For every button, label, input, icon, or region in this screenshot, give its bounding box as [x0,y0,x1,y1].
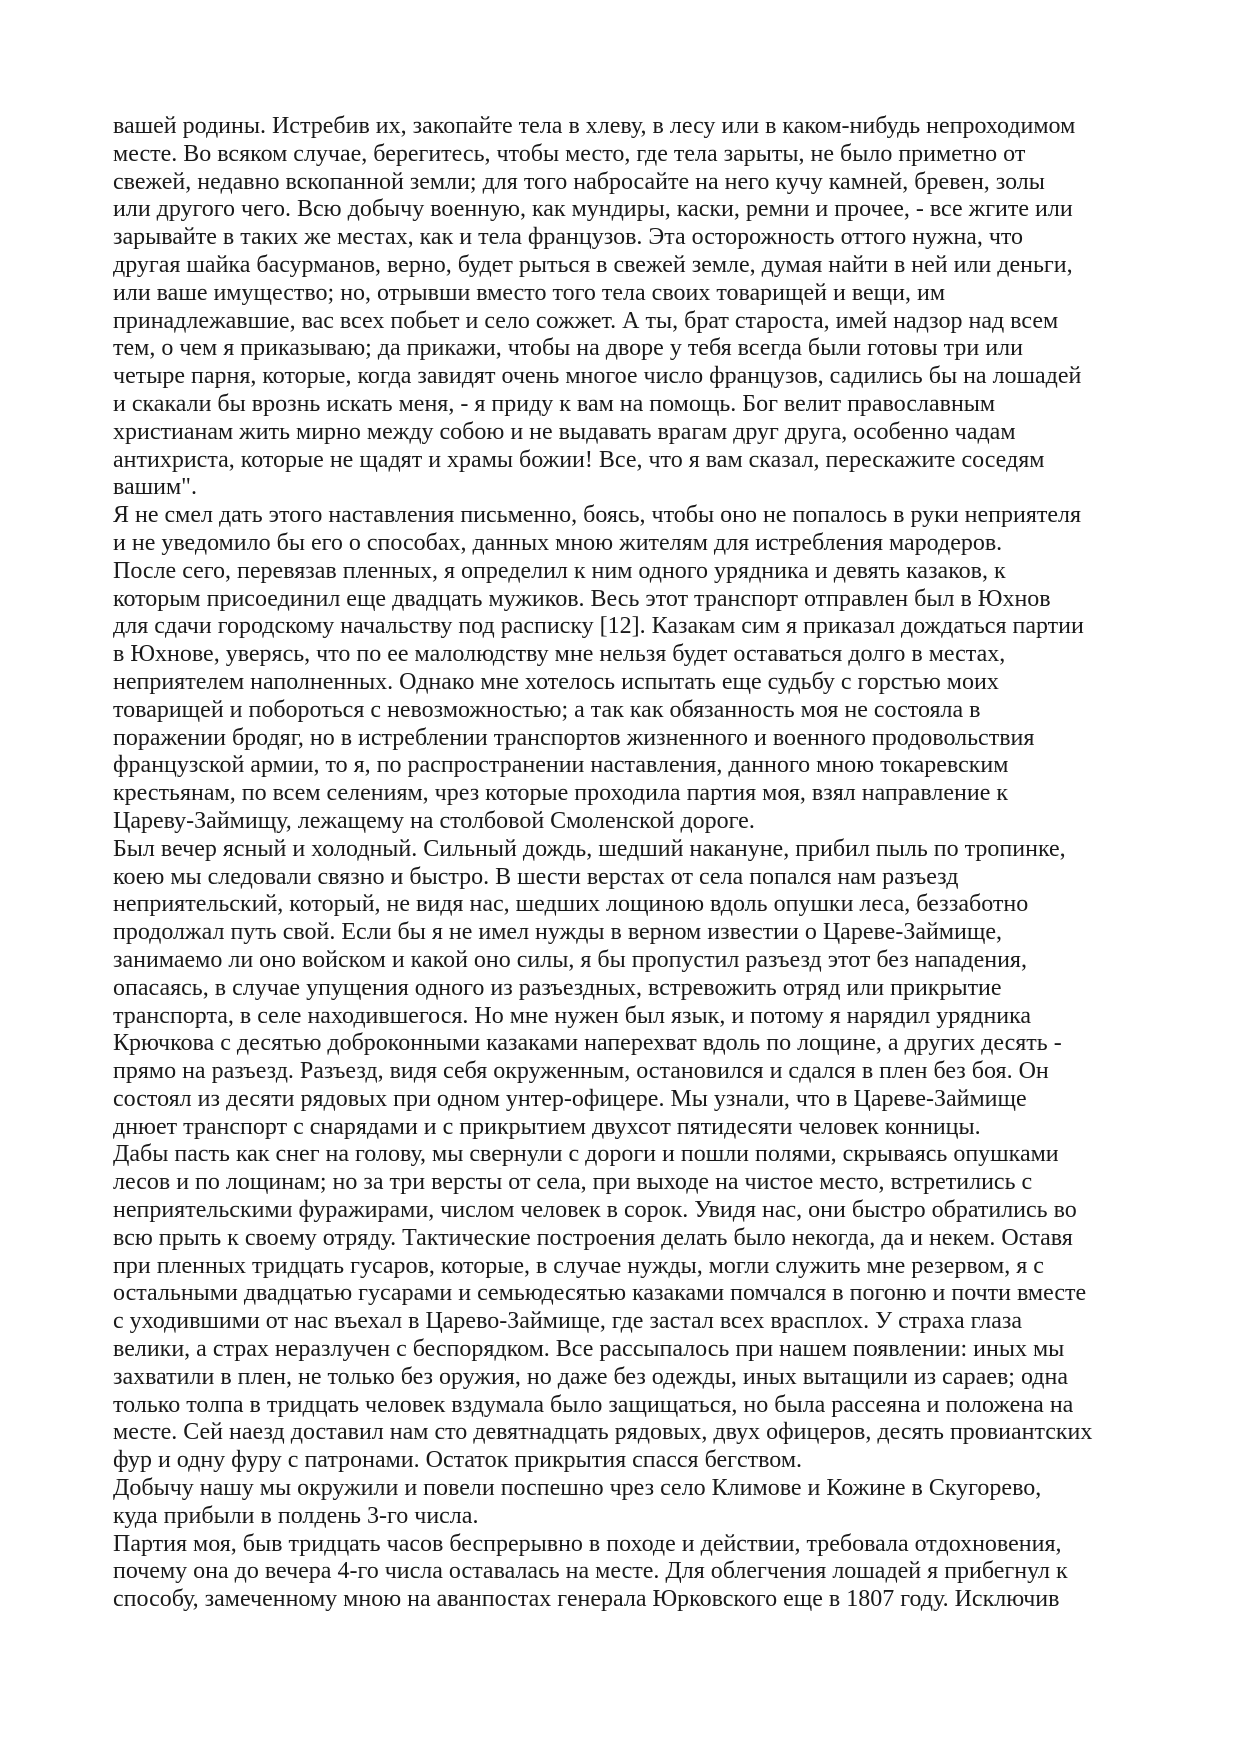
paragraph-7 [113,1531,1143,1614]
paragraph-4 [113,836,1143,1142]
text-line: в Юхнове, уверясь, что по ее малолюдству мне нельзя будет оставаться долго в местах, [113,641,1006,668]
text-line: которым присоединил еще двадцать мужиков. Весь этот транспорт отправлен был в Юхнов [113,585,1051,612]
text-line: транспорта, в селе находившегося. Но мне нужен был язык, и потому я нарядил урядника [113,1002,1032,1029]
text-line: коею мы следовали связно и быстро. В шести верстах от села попался нам разъезд [113,863,959,890]
paragraph-3 [113,558,1143,836]
paragraph-6 [113,1475,1143,1531]
text-line: вашей родины. Истребив их, закопайте тела в хлеву, в лесу или в каком-нибудь непроходимом [113,113,1076,139]
text-line: месте. Сей наезд доставил нам сто девятнадцать рядовых, двух офицеров, десять провиантских [113,1419,1093,1446]
text-line: крестьянам, по всем селениям, чрез которые проходила партия моя, взял направление к [113,780,1009,807]
text-line: и скакали бы врознь искать меня, - я приду к вам на помощь. Бог велит православным [113,390,996,417]
text-line: Я не смел дать этого наставления письменно, боясь, чтобы оно не попалось в руки неприятеля [113,502,1082,529]
text-line: принадлежавшие, вас всех побьет и село сожжет. А ты, брат староста, имей надзор над всем [113,307,1059,334]
text-line: месте. Во всяком случае, берегитесь, чтобы место, где тела зарыты, не было приметно от [113,140,1026,167]
text-line: христианам жить мирно между собою и не выдавать врагам друг друга, особенно чадам [113,418,1016,445]
paragraph-1 [113,113,1143,502]
text-line: способу, замеченному мною на аванпостах генерала Юрковского еще в 1807 году. Исключив [113,1586,1060,1613]
text-line: другая шайка басурманов, верно, будет рыться в свежей земле, думая найти в ней или деньги, [113,251,1073,278]
text-line: поражении бродяг, но в истреблении транспортов жизненного и военного продовольствия [113,724,1035,751]
text-line: французской армии, то я, по распространении наставления, данного мною токаревским [113,752,1009,779]
text-line: Крючкова с десятью доброконными казаками наперехват вдоль по лощине, а других десять - [113,1030,1062,1057]
text-line: только толпа в тридцать человек вздумала было защищаться, но была рассеяна и положена на [113,1391,1074,1418]
text-line: всю прыть к своему отряду. Тактические построения делать было некогда, да и некем. Оставя [113,1224,1073,1251]
text-line: антихриста, которые не щадят и храмы божии! Все, что я вам сказал, перескажите соседям [113,446,1045,473]
text-line: Добычу нашу мы окружили и повели поспешно чрез село Климове и Кожине в Скугорево, [113,1475,1042,1502]
text-line: Дабы пасть как снег на голову, мы свернули с дороги и пошли полями, скрываясь опушками [113,1141,1059,1168]
text-line: Был вечер ясный и холодный. Сильный дождь, шедший накануне, прибил пыль по тропинке, [113,835,1066,862]
text-line: и не уведомило бы его о способах, данных мною жителям для истребления мародеров. [113,529,1003,556]
text-line: вашим". [113,474,197,501]
text-line: с уходившими от нас въехал в Царево-Займище, где застал всех врасплох. У страха глаза [113,1308,1022,1335]
text-line: опасаясь, в случае упущения одного из разъездных, встревожить отряд или прикрытие [113,974,1002,1001]
text-line: велики, а страх неразлучен с беспорядком. Все рассыпалось при нашем появлении: иных мы [113,1336,1065,1363]
text-line: неприятелем наполненных. Однако мне хотелось испытать еще судьбу с горстью моих [113,668,999,695]
text-line: неприятельскими фуражирами, числом человек в сорок. Увидя нас, они быстро обратились во [113,1197,1077,1224]
text-line: продолжал путь свой. Если бы я не имел нужды в верном известии о Цареве-Займище, [113,919,1002,946]
text-line: зарывайте в таких же местах, как и тела французов. Эта осторожность оттого нужна, что [113,224,1024,251]
text-line: при пленных тридцать гусаров, которые, в случае нужды, могли служить мне резервом, я с [113,1252,1044,1279]
text-line: захватили в плен, не только без оружия, но даже без одежды, иных вытащили из сараев; одна [113,1363,1068,1390]
text-line: занимаемо ли оно войском и какой оно силы, я бы пропустил разъезд этот без нападения, [113,946,1027,973]
text-line: Цареву-Займищу, лежащему на столбовой Смоленской дороге. [113,807,755,834]
text-line: почему она до вечера 4-го числа оставалась на месте. Для облегчения лошадей я прибегнул к [113,1558,1068,1585]
text-line: или ваше имущество; но, отрывши вместо того тела своих товарищей и вещи, им [113,279,946,306]
text-line: свежей, недавно вскопанной земли; для того набросайте на него кучу камней, бревен, золы [113,168,1045,195]
text-line: неприятельский, который, не видя нас, шедших лощиною вдоль опушки леса, беззаботно [113,891,1029,918]
paragraph-2 [113,502,1143,558]
text-line: фур и одну фуру с патронами. Остаток прикрытия спасся бегством. [113,1447,803,1474]
text-line: Партия моя, быв тридцать часов беспрерывно в походе и действии, требовала отдохновения, [113,1530,1062,1557]
text-line: товарищей и побороться с невозможностью; а так как обязанность моя не состояла в [113,696,981,723]
text-line: После сего, перевязав пленных, я определил к ним одного урядника и девять казаков, к [113,557,1006,584]
text-line: лесов и по лощинам; но за три версты от села, при выходе на чистое место, встретились с [113,1169,1033,1196]
text-line: остальными двадцатью гусарами и семьюдесятью казаками помчался в погоню и почти вместе [113,1280,1087,1307]
text-line: состоял из десяти рядовых при одном унтер-офицере. Мы узнали, что в Цареве-Займище [113,1085,1027,1112]
text-line: четыре парня, которые, когда завидят очень многое число французов, садились бы на лошадей [113,363,1082,390]
text-line: для сдачи городскому начальству под расписку [12]. Казакам сим я приказал дождаться партии [113,613,1084,640]
document-page [113,113,1143,1614]
text-line: прямо на разъезд. Разъезд, видя себя окруженным, остановился и сдался в плен без боя. Он [113,1058,1049,1085]
text-line: днюет транспорт с снарядами и с прикрытием двухсот пятидесяти человек конницы. [113,1113,981,1140]
text-line: куда прибыли в полдень 3-го числа. [113,1502,479,1529]
text-line: или другого чего. Всю добычу военную, как мундиры, каски, ремни и прочее, - все жгите или [113,196,1073,223]
paragraph-5 [113,1141,1143,1475]
text-line: тем, о чем я приказываю; да прикажи, чтобы на дворе у тебя всегда были готовы три или [113,335,1023,362]
